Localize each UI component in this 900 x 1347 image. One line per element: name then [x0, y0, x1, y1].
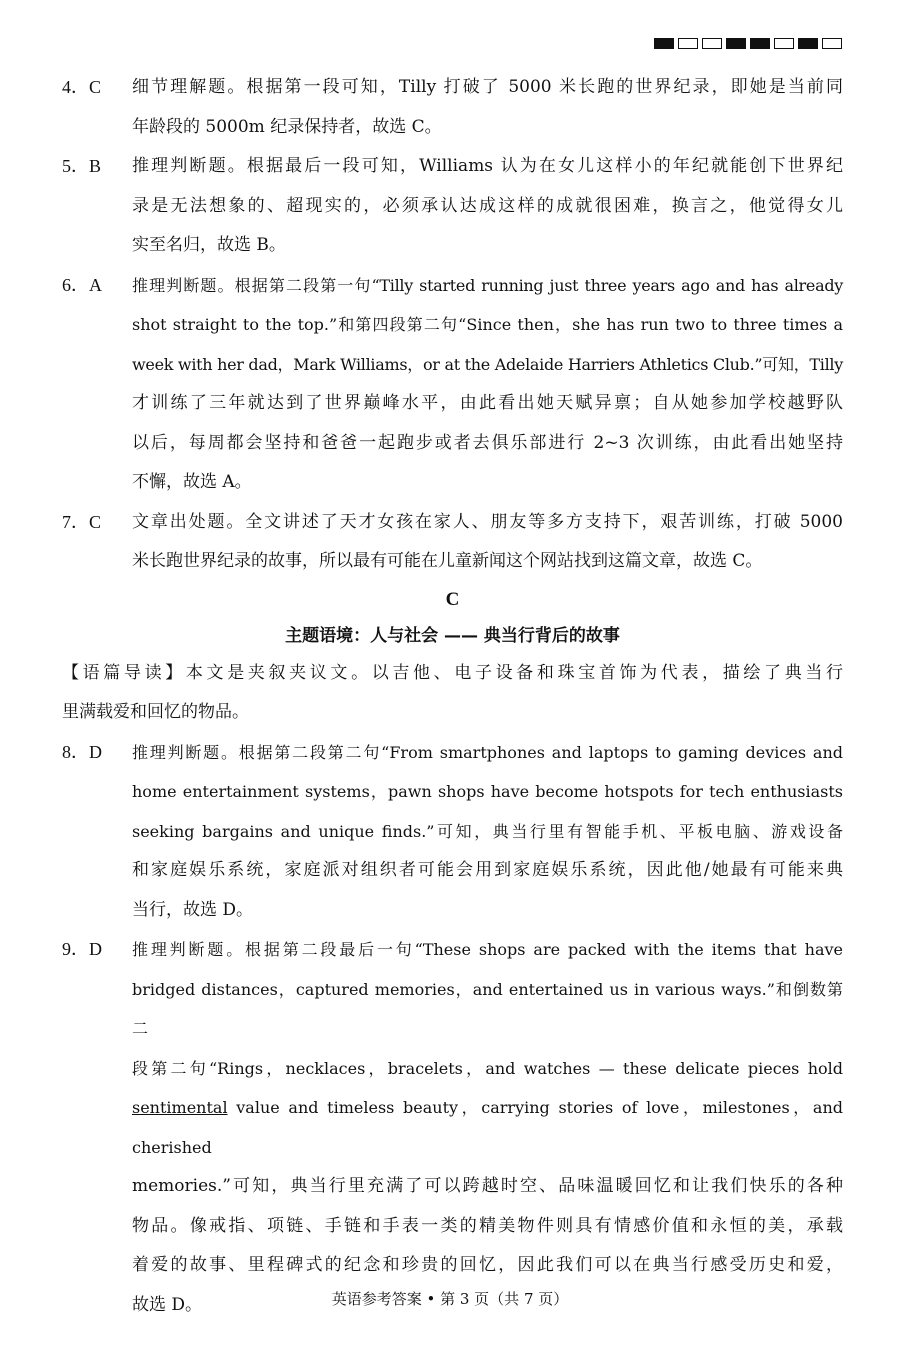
intro-line: 里满载爱和回忆的物品。 [62, 702, 249, 722]
underlined-word: sentimental [132, 1098, 228, 1117]
explanation-line: 着爱的故事、里程碑式的纪念和珍贵的回忆，因此我们可以在典当行感受历史和爱， [132, 1255, 843, 1275]
answer-item-6 [62, 266, 843, 503]
explanation-line: 推理判断题。根据最后一段可知，Williams 认为在女儿这样小的年纪就能创下世界纪 [132, 156, 843, 176]
answer-explanation [132, 147, 843, 266]
header-marks [654, 38, 842, 49]
answer-number: 8．D [62, 741, 102, 762]
answer-item-4 [62, 68, 843, 147]
explanation-line: 细节理解题。根据第一段可知，Tilly 打破了 5000 米长跑的世界纪录，即她是当前同 [132, 77, 843, 97]
header-mark [774, 38, 794, 49]
explanation-line [132, 1088, 843, 1167]
explanation-line: 故选 D。 [132, 1294, 203, 1315]
section-letter: C [445, 588, 460, 610]
answer-explanation [132, 733, 843, 931]
answer-explanation [132, 68, 843, 147]
answer-item-8 [62, 733, 843, 931]
explanation-line: 当行，故选 D。 [132, 899, 254, 920]
page-footer: 英语参考答案 • 第 3 页（共 7 页） [331, 1290, 569, 1308]
answer-explanation [132, 930, 843, 1325]
explanation-line: 年龄段的 5000m 纪录保持者，故选 C。 [132, 116, 442, 137]
header-mark [822, 38, 842, 49]
explanation-line: 和家庭娱乐系统，家庭派对组织者可能会用到家庭娱乐系统，因此他/她最有可能来典 [132, 860, 843, 880]
explanation-line-rest: value and timeless beauty，carrying stories of love，milestones，and cherished [132, 1098, 843, 1157]
answer-explanation [132, 266, 843, 503]
answer-content [62, 68, 843, 1325]
passage-intro [62, 654, 843, 733]
header-mark [750, 38, 770, 49]
header-mark [798, 38, 818, 49]
answer-number: 9．D [62, 939, 102, 959]
answer-number: 5．B [62, 156, 102, 176]
explanation-line: 推理判断题。根据第二段最后一句“These shops are packed with the items that have [132, 940, 843, 959]
explanation-line: 物品。像戒指、项链、手链和手表一类的精美物件则具有情感价值和永恒的美，承载 [132, 1215, 843, 1236]
explanation-line: 录是无法想象的、超现实的，必须承认达成这样的成就很困难，换言之，他觉得女儿 [132, 195, 843, 216]
answer-item-7 [62, 503, 843, 582]
explanation-line: home entertainment systems，pawn shops have become hotspots for tech enthusiasts [132, 782, 843, 801]
explanation-line: 段第二句“Rings，necklaces，bracelets，and watches — these delicate pieces hold [132, 1058, 843, 1078]
header-mark [726, 38, 746, 49]
section-theme: 主题语境：人与社会 —— 典当行背后的故事 [285, 625, 620, 646]
explanation-line: week with her dad，Mark Williams，or at the Adelaide Harriers Athletics Club.”可知，Tilly [132, 354, 843, 374]
explanation-line: 米长跑世界纪录的故事，所以最有可能在儿童新闻这个网站找到这篇文章，故选 C。 [132, 551, 763, 571]
explanation-line: 推理判断题。根据第二段第一句“Tilly started running just three years ago and has already [132, 275, 843, 295]
explanation-line: bridged distances，captured memories，and entertained us in various ways.”和倒数第二 [132, 979, 843, 1038]
explanation-line: memories.”可知，典当行里充满了可以跨越时空、品味温暖回忆和让我们快乐的各种 [132, 1176, 843, 1196]
explanation-line: seeking bargains and unique finds.”可知，典当行里有智能手机、平板电脑、游戏设备 [132, 821, 843, 841]
answer-item-9 [62, 930, 843, 1325]
explanation-line: shot straight to the top.”和第四段第二句“Since then，she has run two to three times a [132, 315, 843, 334]
header-mark [654, 38, 674, 49]
header-mark [678, 38, 698, 49]
explanation-line: 推理判断题。根据第二段第二句“From smartphones and laptops to gaming devices and [132, 742, 843, 762]
intro-line: 【语篇导读】本文是夹叙夹议文。以吉他、电子设备和珠宝首饰为代表，描绘了典当行 [62, 662, 843, 683]
answer-explanation [132, 503, 843, 582]
explanation-line: 不懈，故选 A。 [132, 472, 252, 492]
explanation-line: 文章出处题。全文讲述了天才女孩在家人、朋友等多方支持下，艰苦训练，打破 5000 [132, 511, 843, 532]
answer-item-5 [62, 147, 843, 266]
explanation-line: 以后，每周都会坚持和爸爸一起跑步或者去俱乐部进行 2~3 次训练，由此看出她坚持 [132, 432, 843, 453]
answer-number: 4．C [62, 77, 102, 97]
header-mark [702, 38, 722, 49]
answer-number: 7．C [62, 511, 102, 532]
explanation-line: 实至名归，故选 B。 [132, 235, 286, 255]
answer-number: 6．A [62, 274, 102, 295]
explanation-line: 才训练了三年就达到了世界巅峰水平，由此看出她天赋异禀；自从她参加学校越野队 [132, 393, 843, 413]
